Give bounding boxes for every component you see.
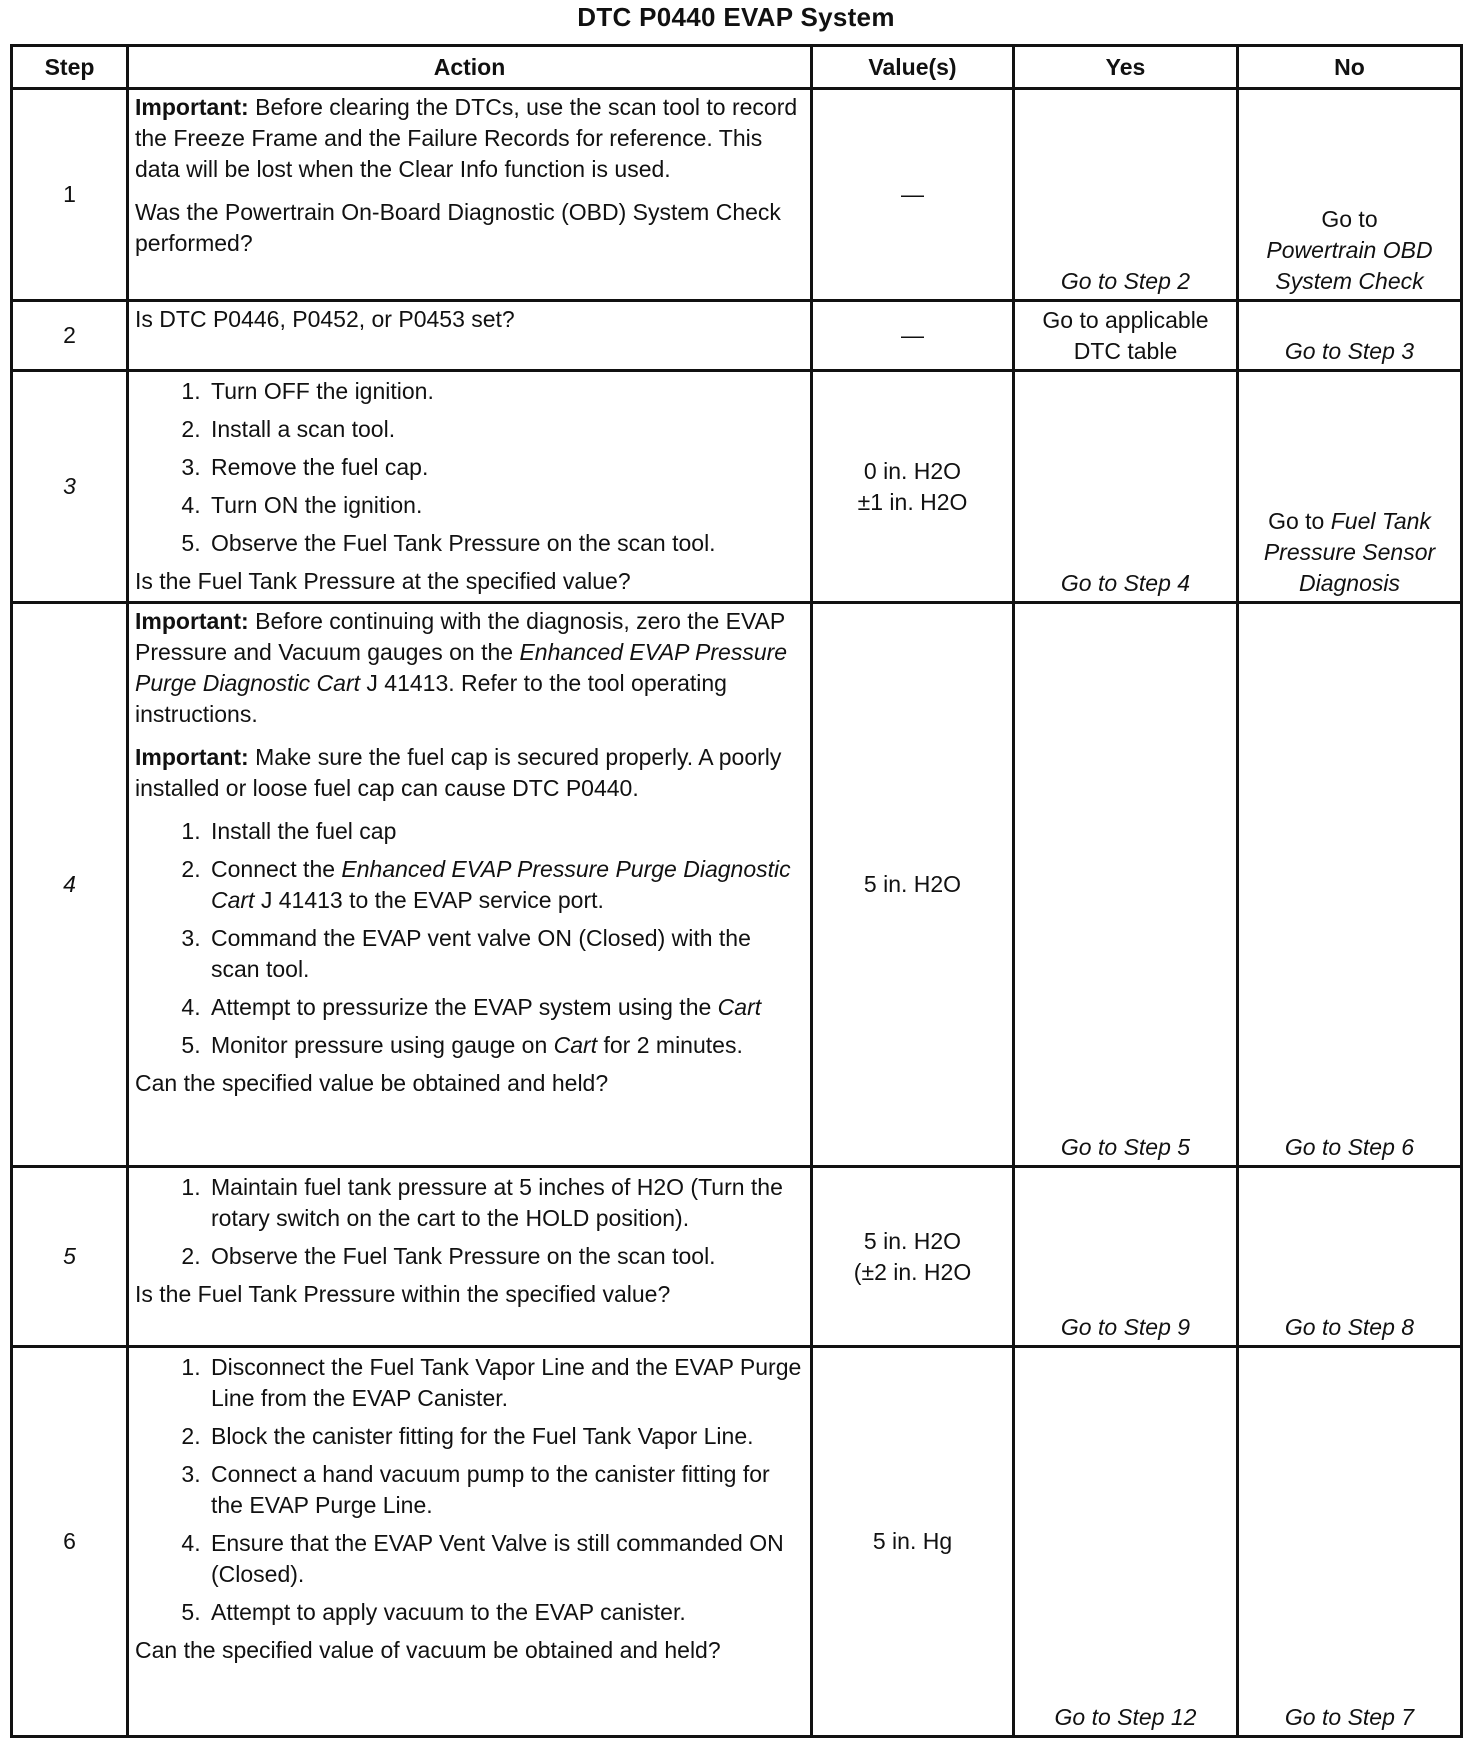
step-list [135, 1352, 804, 1628]
header-no: No [1238, 46, 1462, 89]
yes-link[interactable]: Go to Step 5 [1060, 1134, 1191, 1160]
list-item: 5. Attempt to apply vacuum to the EVAP canister. [207, 1597, 804, 1628]
table-row [12, 371, 1462, 603]
list-item [207, 1030, 804, 1061]
no-link[interactable]: Go to Step 7 [1284, 1704, 1415, 1730]
step-question: Can the specified value be obtained and held? [135, 1070, 609, 1096]
list-item [207, 992, 804, 1023]
step-list [135, 816, 804, 1061]
value-line: ±1 in. H2O [857, 488, 968, 515]
important-label: Important: [135, 94, 249, 120]
list-item-text: Attempt to pressurize the EVAP system using the [211, 994, 718, 1020]
no-cell [1238, 89, 1462, 301]
step-number: 6 [12, 1347, 128, 1737]
list-item [207, 923, 804, 985]
list-item: 2. Block the canister fitting for the Fuel Tank Vapor Line. [207, 1421, 804, 1452]
list-item: 1. Turn OFF the ignition. [207, 376, 804, 407]
no-prefix: Go to [1321, 206, 1378, 232]
table-row [12, 89, 1462, 301]
table-row [12, 1347, 1462, 1737]
no-link[interactable]: Go to Step 3 [1284, 338, 1415, 364]
important-label: Important: [135, 608, 249, 634]
list-item: 1. Disconnect the Fuel Tank Vapor Line and the EVAP Purge Line from the EVAP Canister. [207, 1352, 804, 1414]
table-row [12, 301, 1462, 371]
header-row [12, 46, 1462, 89]
tool-name: Enhanced EVAP Pressure Purge Diagnostic Cart [211, 856, 791, 913]
value-cell [812, 1167, 1014, 1347]
step-list [135, 1172, 804, 1272]
no-cell [1238, 1347, 1462, 1737]
page-title: DTC P0440 EVAP System [577, 2, 895, 32]
list-item-text: Monitor pressure using gauge on [211, 1032, 554, 1058]
important-note [135, 92, 804, 185]
no-cell [1238, 1167, 1462, 1347]
yes-cell [1014, 603, 1238, 1167]
yes-link[interactable]: Go to Step 12 [1054, 1704, 1197, 1730]
list-item [207, 854, 804, 916]
list-item: 4. Ensure that the EVAP Vent Valve is still commanded ON (Closed). [207, 1528, 804, 1590]
step-number: 4 [12, 603, 128, 1167]
no-cell [1238, 603, 1462, 1167]
list-item-text: J 41413 to the EVAP service port. [254, 887, 604, 913]
value-line: 0 in. H2O [863, 457, 962, 484]
step-question: Is the Fuel Tank Pressure at the specified value? [135, 568, 631, 594]
no-cell [1238, 371, 1462, 603]
list-item-text: Install the fuel cap [211, 818, 397, 844]
important-text: Before continuing with the diagnosis, zero the EVAP Pressure and Vacuum gauges on the [135, 608, 785, 665]
yes-link[interactable]: Go to Step 2 [1060, 268, 1191, 294]
value-cell: 5 in. H2O [812, 603, 1014, 1167]
yes-link[interactable]: Go to Step 9 [1060, 1314, 1191, 1340]
step-list [135, 376, 804, 559]
list-item: 3. Connect a hand vacuum pump to the canister fitting for the EVAP Purge Line. [207, 1459, 804, 1521]
important-text: Make sure the fuel cap is secured properly. A poorly installed or loose fuel cap can cause DTC P0440. [135, 744, 782, 801]
important-note [135, 742, 804, 804]
header-values: Value(s) [812, 46, 1014, 89]
yes-link[interactable]: Go to applicable DTC table [1042, 307, 1209, 364]
step-number: 3 [12, 371, 128, 603]
yes-link[interactable]: Go to Step 4 [1060, 570, 1191, 596]
no-cell [1238, 301, 1462, 371]
yes-cell [1014, 1347, 1238, 1737]
list-item-text: for 2 minutes. [597, 1032, 743, 1058]
list-item: 4. Turn ON the ignition. [207, 490, 804, 521]
important-text: Before clearing the DTCs, use the scan tool to record the Freeze Frame and the Failure Records for reference. This data will be lost when the Clear Info function is used. [135, 94, 798, 182]
step-number: 1 [12, 89, 128, 301]
action-cell [128, 1167, 812, 1347]
action-cell [128, 1347, 812, 1737]
list-item [207, 816, 804, 847]
action-cell [128, 89, 812, 301]
value-cell [812, 371, 1014, 603]
list-item: 5. Observe the Fuel Tank Pressure on the scan tool. [207, 528, 804, 559]
step-question: Was the Powertrain On-Board Diagnostic (OBD) System Check performed? [135, 199, 781, 256]
list-item: 1. Maintain fuel tank pressure at 5 inches of H2O (Turn the rotary switch on the cart to the HOLD position). [207, 1172, 804, 1234]
no-link[interactable]: Fuel Tank Pressure Sensor Diagnosis [1263, 508, 1436, 596]
step-question: Can the specified value of vacuum be obtained and held? [135, 1637, 721, 1663]
list-item: 2. Install a scan tool. [207, 414, 804, 445]
tool-name: Cart [717, 994, 762, 1020]
no-prefix: Go to [1268, 508, 1331, 534]
important-text: J 41413. Refer to the tool operating instructions. [135, 670, 727, 727]
value-cell: — [812, 89, 1014, 301]
yes-cell [1014, 301, 1238, 371]
yes-cell [1014, 1167, 1238, 1347]
list-item-text: Connect the [211, 856, 342, 882]
header-action: Action [128, 46, 812, 89]
step-question: Is DTC P0446, P0452, or P0453 set? [135, 306, 515, 332]
action-cell [128, 301, 812, 371]
no-link[interactable]: Go to Step 6 [1284, 1134, 1415, 1160]
step-question: Is the Fuel Tank Pressure within the specified value? [135, 1281, 671, 1307]
table-row [12, 1167, 1462, 1347]
tool-name: Enhanced EVAP Pressure Purge Diagnostic Cart [135, 639, 788, 696]
tool-name: Cart [553, 1032, 598, 1058]
step-number: 5 [12, 1167, 128, 1347]
header-yes: Yes [1014, 46, 1238, 89]
action-cell [128, 371, 812, 603]
list-item: 3. Remove the fuel cap. [207, 452, 804, 483]
yes-cell [1014, 89, 1238, 301]
no-link[interactable]: Powertrain OBD System Check [1266, 237, 1433, 294]
header-step: Step [12, 46, 128, 89]
value-cell: — [812, 301, 1014, 371]
action-cell [128, 603, 812, 1167]
value-line: 5 in. H2O [863, 1227, 962, 1254]
value-cell: 5 in. Hg [812, 1347, 1014, 1737]
step-number: 2 [12, 301, 128, 371]
list-item: 2. Observe the Fuel Tank Pressure on the scan tool. [207, 1241, 804, 1272]
diagnostic-table [10, 44, 1463, 1738]
important-note [135, 606, 804, 730]
no-link[interactable]: Go to Step 8 [1284, 1314, 1415, 1340]
yes-cell [1014, 371, 1238, 603]
important-label: Important: [135, 744, 249, 770]
list-item-text: Command the EVAP vent valve ON (Closed) with the scan tool. [211, 925, 751, 982]
value-line: (±2 in. H2O [853, 1258, 972, 1285]
table-row [12, 603, 1462, 1167]
